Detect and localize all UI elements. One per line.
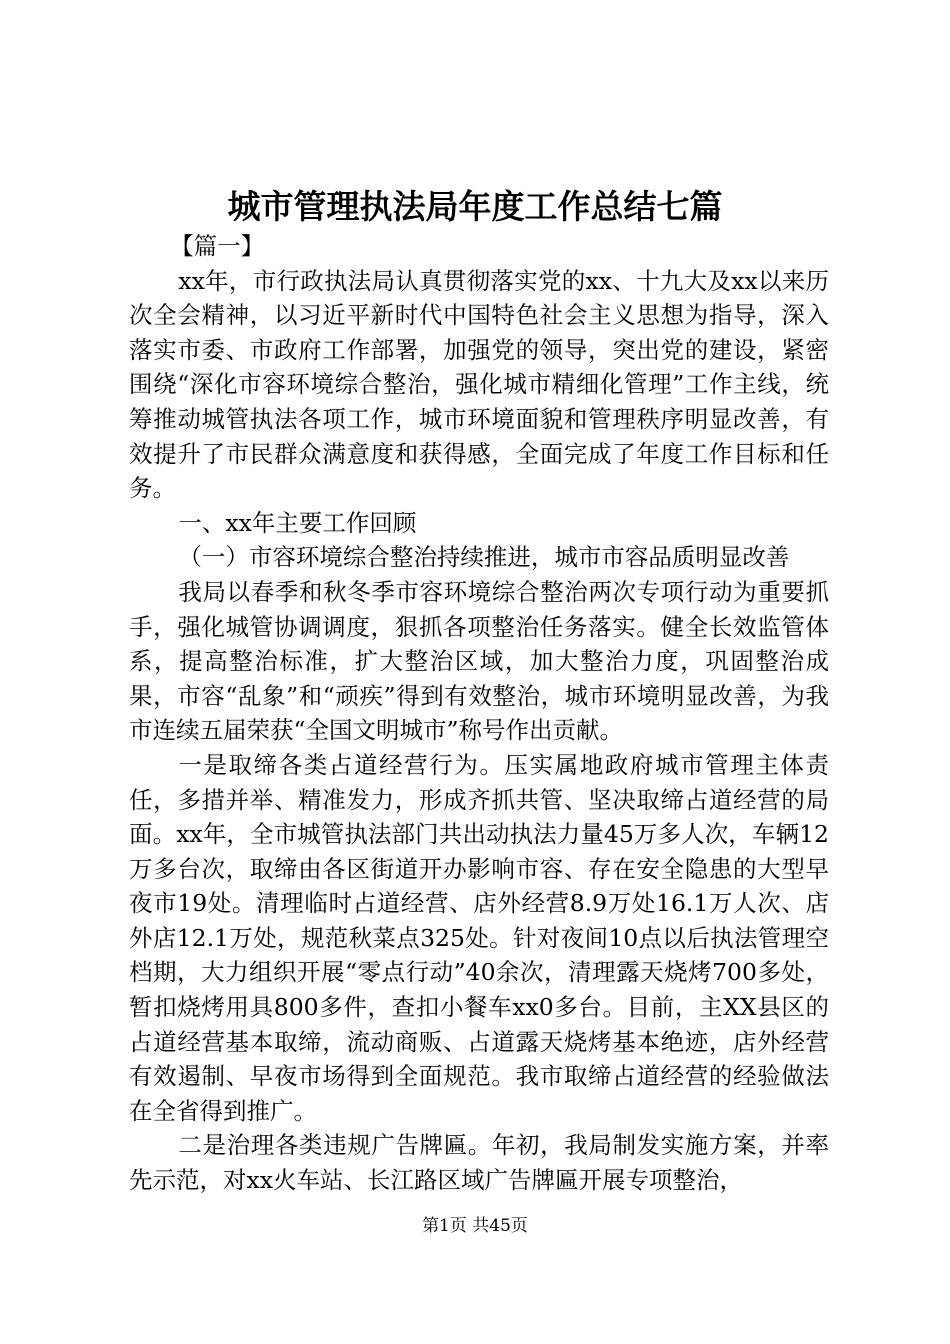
section-label: 【篇一】 [170, 232, 265, 260]
page-footer: 第1页 共45页 [422, 1216, 528, 1236]
paragraph-intro: xx年，市行政执法局认真贯彻落实党的xx、十九大及xx以来历次全会精神，以习近平新时代中国特色社会主义思想为指导，深入落实市委、市政府工作部署，加强党的领导，突出党的建设，紧密围绕“深化市容环境综合整治，强化城市精细化管理”工作主线，统筹推动城管执法各项工作，城市环境面貌和管理秩序明显改善，有效提升了市民群众满意度和获得感，全面完成了年度工作目标和任务。 [129, 266, 829, 503]
paragraph-street-vending: 一是取缔各类占道经营行为。压实属地政府城市管理主体责任，多措并举、精准发力，形成齐抓共管、坚决取缔占道经营的局面。xx年，全市城管执法部门共出动执法力量45万多人次，车辆12万多台次，取缔由各区街道开办影响市容、存在安全隐患的大型早夜市19处。清理临时占道经营、店外经营8.9万处16.1万人次、店外店12.1万处，规范秋菜点325处。针对夜间10点以后执法管理空档期，大力组织开展“零点行动”40余次，清理露天烧烤700多处，暂扣烧烤用具800多件，查扣小餐车xx0多台。目前，主XX县区的占道经营基本取缔，流动商贩、占道露天烧烤基本绝迹，店外经营有效遏制、早夜市场得到全面规范。我市取缔占道经营的经验做法在全省得到推广。 [129, 750, 829, 1125]
heading-work-review: 一、xx年主要工作回顾 [178, 508, 417, 537]
heading-city-appearance: （一）市容环境综合整治持续推进，城市市容品质明显改善 [178, 543, 790, 572]
paragraph-billboards: 二是治理各类违规广告牌匾。年初，我局制发实施方案，并率先示范，对xx火车站、长江路区域广告牌匾开展专项整治， [129, 1131, 829, 1195]
paragraph-rectification: 我局以春季和秋冬季市容环境综合整治两次专项行动为重要抓手，强化城管协调调度，狠抓各项整治任务落实。健全长效监管体系，提高整治标准，扩大整治区域，加大整治力度，巩固整治成果，市容“乱象”和“顽疾”得到有效整治，城市环境明显改善，为我市连续五届荣获“全国文明城市”称号作出贡献。 [129, 577, 829, 745]
document-body [129, 229, 829, 1198]
document-title: 城市管理执法局年度工作总结七篇 [227, 187, 723, 226]
